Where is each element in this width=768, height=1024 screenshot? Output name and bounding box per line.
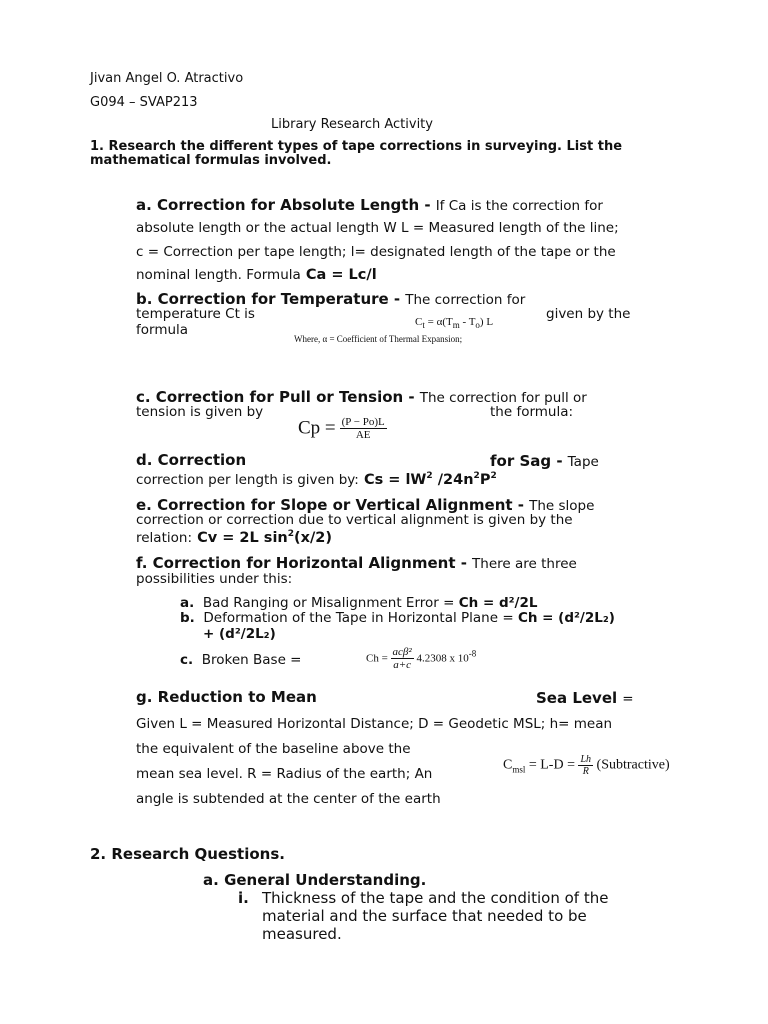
item-b-formula-note: Where, α = Coefficient of Thermal Expansion; xyxy=(294,334,463,344)
item-a-line1: If Ca is the correction for xyxy=(435,198,603,214)
item-d-heading-b-wrap xyxy=(490,451,599,470)
item-b-line1: The correction for xyxy=(405,292,526,308)
item-d-line2-wrap xyxy=(136,469,497,488)
question-2-item-line2: material and the surface that needed to be xyxy=(262,907,587,925)
question-2-item-marker: i. xyxy=(238,889,249,907)
item-f-line2: possibilities under this: xyxy=(136,571,293,587)
item-g-heading-b: Sea Level xyxy=(536,689,618,707)
item-c-formula: Cp = $\frac{(P - Po)L}{AE}$ xyxy=(298,416,385,441)
item-d-heading-a: d. Correction xyxy=(136,451,247,469)
item-d-heading-b: for Sag - xyxy=(490,452,563,470)
item-e-line3: relation: xyxy=(136,530,192,546)
item-g-line1: Given L = Measured Horizontal Distance; D = Geodetic MSL; h= mean xyxy=(136,716,613,732)
student-name: Jivan Angel O. Atractivo xyxy=(90,71,244,86)
question-2-item-line1: Thickness of the tape and the condition of the xyxy=(262,889,609,907)
item-a-line3: c = Correction per tape length; l= designated length of the tape or the xyxy=(136,244,616,260)
page-title: Library Research Activity xyxy=(271,117,433,132)
item-e-heading: e. Correction for Slope or Vertical Alignment - xyxy=(136,496,525,514)
item-e-line3-wrap xyxy=(136,527,332,546)
item-e-line1: The slope xyxy=(529,498,595,514)
item-a-line2: absolute length or the actual length W L = Measured length of the line; xyxy=(136,220,619,236)
item-c-heading: c. Correction for Pull or Tension - xyxy=(136,388,415,406)
item-f-sub-b: b. Deformation of the Tape in Horizontal Plane = Ch = (d²/2L₂) xyxy=(180,610,615,626)
item-f-sub-c-formula: Ch = $\frac{\text{acβ²}}{a+c}$ 4.2308 x $10^{-8}$ xyxy=(366,646,477,671)
question-1-line1: 1. Research the different types of tape corrections in surveying. List the xyxy=(90,139,623,154)
question-2-heading: 2. Research Questions. xyxy=(90,845,285,863)
item-e-line2: correction or correction due to vertical alignment is given by the xyxy=(136,512,573,528)
item-a-line4-wrap xyxy=(136,264,377,283)
item-e-formula: Cv = 2L $\sin^2(x/2)$ xyxy=(197,529,332,546)
item-b-line3: formula xyxy=(136,322,189,338)
question-2-item-line3: measured. xyxy=(262,925,342,943)
item-f-heading: f. Correction for Horizontal Alignment - xyxy=(136,554,467,572)
item-c-line2a: tension is given by xyxy=(136,404,264,420)
item-b-line2b: given by the xyxy=(546,306,631,322)
item-b-formula: $C_t = \alpha(T_m - T_o)$ L xyxy=(415,316,494,331)
question-1-line2: mathematical formulas involved. xyxy=(90,153,332,168)
item-g-heading-eq: = xyxy=(622,691,634,707)
item-a-formula: Ca = Lc/l xyxy=(305,267,377,283)
item-c-line1: The correction for pull or xyxy=(419,390,587,406)
item-d-line1: Tape xyxy=(567,454,599,470)
section-code: G094 – SVAP213 xyxy=(90,95,198,110)
item-f xyxy=(136,553,577,572)
question-2-subheading: a. General Understanding. xyxy=(203,871,427,889)
item-b-heading: b. Correction for Temperature - xyxy=(136,290,401,308)
item-d-line2: correction per length is given by: xyxy=(136,472,359,488)
item-a-heading: a. Correction for Absolute Length - xyxy=(136,196,431,214)
item-c-line2b: the formula: xyxy=(490,404,574,420)
item-g-heading-a: g. Reduction to Mean xyxy=(136,688,317,706)
item-f-sub-b-line2: + (d²/2L₂) xyxy=(203,626,276,642)
item-f-line1: There are three xyxy=(472,556,577,572)
item-a-line4: nominal length. Formula xyxy=(136,267,301,283)
item-a xyxy=(136,195,603,214)
item-b-line2a: temperature Ct is xyxy=(136,306,255,322)
item-g-line4: angle is subtended at the center of the earth xyxy=(136,791,441,807)
item-f-sub-a: a. Bad Ranging or Misalignment Error = Ch = d²/2L xyxy=(180,595,538,611)
item-f-sub-c: c. Broken Base = xyxy=(180,652,302,668)
item-g-heading-b-wrap xyxy=(536,688,634,707)
item-d-formula: $Cs = lW^2$ $/24n^2P^2$ xyxy=(363,471,497,488)
item-g-line3: mean sea level. R = Radius of the earth; An xyxy=(136,766,433,782)
item-g-formula: $C_{msl} = L-D$ = $\frac{Lh}{R}$ (Subtractive) xyxy=(503,754,670,777)
item-g-line2: the equivalent of the baseline above the xyxy=(136,741,411,757)
